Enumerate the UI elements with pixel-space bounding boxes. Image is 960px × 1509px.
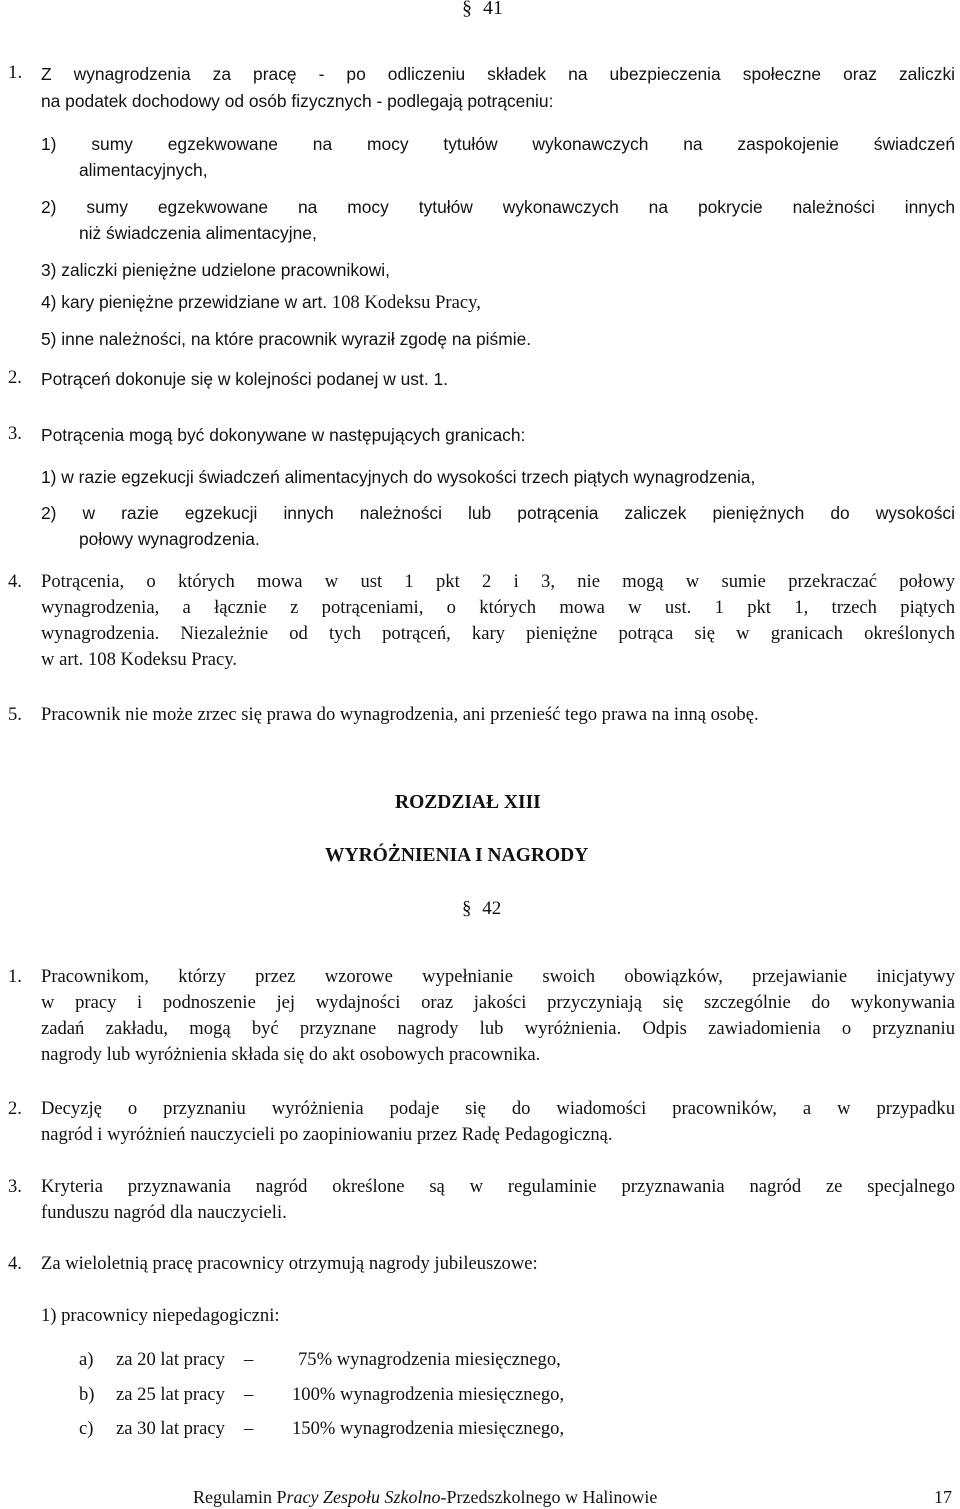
paragraph-line: Decyzję o przyznaniu wyróżnienia podaje się do wiadomości pracowników, a w przypadku xyxy=(41,1098,955,1119)
award-label: za 30 lat pracy xyxy=(116,1418,225,1439)
section-header xyxy=(462,898,501,920)
footer-text-part: -Przedszkolnego w Halinowie xyxy=(440,1487,658,1507)
paragraph-line: funduszu nagród dla nauczycieli. xyxy=(41,1202,287,1223)
paragraph-line: w art. 108 Kodeksu Pracy. xyxy=(41,649,238,670)
paragraph-number: 2. xyxy=(8,1098,22,1119)
footer-text xyxy=(193,1487,657,1508)
paragraph-line: na podatek dochodowy od osób fizycznych - podlegają potrąceniu: xyxy=(41,91,554,111)
paragraph-number: 3. xyxy=(8,1176,22,1197)
award-row xyxy=(79,1384,564,1406)
section-sign: § xyxy=(462,898,472,919)
paragraph-line: Potrącenia mogą być dokonywane w następujących granicach: xyxy=(41,425,526,445)
chapter-subtitle: WYRÓŻNIENIA I NAGRODY xyxy=(325,845,589,866)
paragraph-number: 1. xyxy=(8,62,23,83)
list-item: połowy wynagrodzenia. xyxy=(79,529,260,549)
paragraph-number: 4. xyxy=(8,1253,22,1274)
section-number: 41 xyxy=(483,0,503,19)
paragraph-line: zadań zakładu, mogą być przyznane nagrody lub wyróżnienia. Odpis zawiadomienia o przyznaniu xyxy=(41,1018,955,1039)
paragraph-line: Pracownikom, którzy przez wzorowe wypełnianie swoich obowiązków, przejawianie inicjatywy xyxy=(41,966,955,987)
footer-text-part: racy Zespołu Szkolno xyxy=(286,1487,441,1507)
paragraph-line: Potrąceń dokonuje się w kolejności podanej w ust. 1. xyxy=(41,369,448,389)
award-dash: – xyxy=(244,1418,254,1439)
paragraph-line: Za wieloletnią pracę pracownicy otrzymują nagrody jubileuszowe: xyxy=(41,1253,538,1274)
paragraph-line: nagród i wyróżnień nauczycieli po zaopiniowaniu przez Radę Pedagogiczną. xyxy=(41,1124,613,1145)
list-item: 1) sumy egzekwowane na mocy tytułów wykonawczych na zaspokojenie świadczeń xyxy=(41,134,955,154)
award-label: za 25 lat pracy xyxy=(116,1384,225,1405)
list-item: 2) w razie egzekucji innych należności lub potrącenia zaliczek pieniężnych do wysokości xyxy=(41,503,955,523)
award-dash: – xyxy=(244,1349,254,1370)
paragraph-line: Pracownik nie może zrzec się prawa do wynagrodzenia, ani przenieść tego prawa na inną osobę. xyxy=(41,704,759,725)
paragraph-line: w pracy i podnoszenie jej wydajności oraz jakości przyczyniają się szczególnie do wykonywania xyxy=(41,992,955,1013)
list-item: alimentacyjnych, xyxy=(79,160,208,180)
list-item-text: 108 Kodeksu Pracy, xyxy=(331,292,481,313)
award-row xyxy=(79,1349,561,1371)
award-dash: – xyxy=(244,1384,254,1405)
section-number: 42 xyxy=(482,898,502,919)
list-item: 5) inne należności, na które pracownik wyraził zgodę na piśmie. xyxy=(41,329,532,349)
chapter-title: ROZDZIAŁ XIII xyxy=(395,792,541,813)
award-letter: a) xyxy=(79,1349,94,1370)
list-item xyxy=(41,292,481,314)
award-value: 100% wynagrodzenia miesięcznego, xyxy=(292,1384,565,1405)
list-item: 1) w razie egzekucji świadczeń alimentacyjnych do wysokości trzech piątych wynagrodzenia, xyxy=(41,467,756,487)
footer-text-part: Regulamin P xyxy=(193,1487,287,1507)
paragraph-number: 3. xyxy=(8,423,22,444)
list-item: 1) pracownicy niepedagogiczni: xyxy=(41,1305,280,1326)
paragraph-line: nagrody lub wyróżnienia składa się do akt osobowych pracownika. xyxy=(41,1044,541,1065)
paragraph-line: wynagrodzenia. Niezależnie od tych potrąceń, kary pieniężne potrąca się w granicach określonych xyxy=(41,623,955,644)
paragraph-line: Z wynagrodzenia za pracę - po odliczeniu składek na ubezpieczenia społeczne oraz zaliczki xyxy=(41,64,955,84)
award-row xyxy=(79,1418,564,1440)
award-letter: b) xyxy=(79,1384,95,1405)
list-item: 2) sumy egzekwowane na mocy tytułów wykonawczych na pokrycie należności innych xyxy=(41,197,955,217)
paragraph-number: 2. xyxy=(8,367,22,388)
list-item: niż świadczenia alimentacyjne, xyxy=(79,223,317,243)
paragraph-line: Kryteria przyznawania nagród określone są w regulaminie przyznawania nagród ze specjalnego xyxy=(41,1176,955,1197)
award-letter: c) xyxy=(79,1418,94,1439)
award-value: 150% wynagrodzenia miesięcznego, xyxy=(292,1418,565,1439)
page-number: 17 xyxy=(934,1487,952,1507)
list-item-text: 4) kary pieniężne przewidziane w art. xyxy=(41,292,328,312)
paragraph-number: 4. xyxy=(8,571,22,592)
award-label: za 20 lat pracy xyxy=(116,1349,225,1370)
list-item: 3) zaliczki pieniężne udzielone pracownikowi, xyxy=(41,260,390,280)
paragraph-number: 5. xyxy=(8,704,22,725)
section-header xyxy=(462,0,503,20)
award-value: 75% wynagrodzenia miesięcznego, xyxy=(298,1349,561,1370)
section-sign: § xyxy=(462,0,472,19)
paragraph-number: 1. xyxy=(8,966,22,987)
paragraph-line: wynagrodzenia, a łącznie z potrąceniami, o których mowa w ust. 1 pkt 1, trzech piątych xyxy=(41,597,955,618)
paragraph-line: Potrącenia, o których mowa w ust 1 pkt 2 i 3, nie mogą w sumie przekraczać połowy xyxy=(41,571,955,592)
